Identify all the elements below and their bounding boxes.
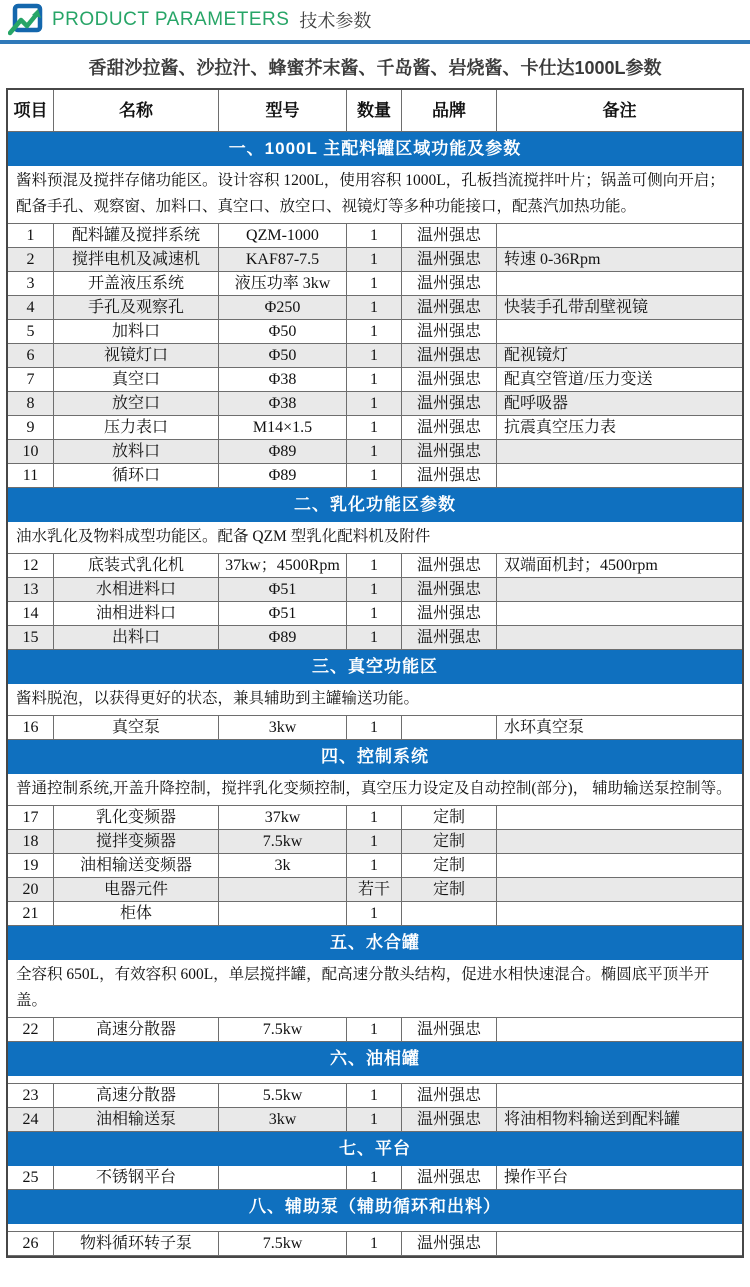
cell-name: 手孔及观察孔 [54,296,219,319]
cell-quantity: 1 [347,248,402,271]
cell-quantity: 1 [347,902,402,925]
cell-brand: 温州强忠 [402,344,497,367]
cell-quantity: 1 [347,416,402,439]
parameters-table [6,88,744,1258]
cell-model [219,1166,347,1189]
cell-name: 搅拌电机及减速机 [54,248,219,271]
cell-quantity: 1 [347,368,402,391]
cell-quantity: 1 [347,344,402,367]
cell-item-no: 22 [8,1018,54,1041]
cell-model: Φ89 [219,440,347,463]
cell-model: Φ51 [219,578,347,601]
cell-name: 循环口 [54,464,219,487]
cell-item-no: 26 [8,1232,54,1255]
table-row [8,296,742,320]
trend-chart-icon [8,3,44,37]
cell-item-no: 25 [8,1166,54,1189]
cell-name: 底装式乳化机 [54,554,219,577]
cell-name: 油相输送泵 [54,1108,219,1131]
cell-item-no: 24 [8,1108,54,1131]
cell-remark: 转速 0-36Rpm [504,251,601,268]
table-row [8,902,742,926]
cell-remark [497,830,742,853]
cell-item-no: 21 [8,902,54,925]
cell-model: Φ51 [219,602,347,625]
cell-name: 压力表口 [54,416,219,439]
cell-quantity: 1 [347,854,402,877]
cell-model [219,902,347,925]
cell-brand: 定制 [402,854,497,877]
cell-brand: 温州强忠 [402,248,497,271]
cell-model: 5.5kw [219,1084,347,1107]
cell-name: 油相进料口 [54,602,219,625]
cell-remark [497,320,742,343]
cell-quantity: 1 [347,296,402,319]
cell-brand: 定制 [402,806,497,829]
table-row [8,320,742,344]
cell-brand: 温州强忠 [402,1166,497,1189]
cell-item-no: 14 [8,602,54,625]
cell-model: Φ50 [219,320,347,343]
cell-remark: 抗震真空压力表 [504,419,617,436]
table-row [8,1108,742,1132]
table-row [8,416,742,440]
cell-brand: 温州强忠 [402,464,497,487]
section-heading: 五、水合罐 [8,926,742,960]
cell-brand: 温州强忠 [402,578,497,601]
cell-item-no: 4 [8,296,54,319]
table-row [8,626,742,650]
cell-model: Φ250 [219,296,347,319]
cell-remark [497,272,742,295]
section-description: 全容积 650L，有效容积 600L，单层搅拌罐，配高速分散头结构，促进水相快速混合。椭圆底平顶半开盖。 [8,960,742,1018]
column-header-model: 型号 [219,90,347,131]
cell-name: 乳化变频器 [54,806,219,829]
cell-item-no: 19 [8,854,54,877]
cell-remark [497,1084,742,1107]
cell-item-no: 8 [8,392,54,415]
cell-brand: 定制 [402,830,497,853]
cell-item-no: 17 [8,806,54,829]
cell-remark [497,1232,742,1255]
cell-name: 放空口 [54,392,219,415]
cell-item-no: 23 [8,1084,54,1107]
cell-remark [497,854,742,877]
cell-quantity: 1 [347,1018,402,1041]
cell-name: 不锈钢平台 [54,1166,219,1189]
cell-name: 配料罐及搅拌系统 [54,224,219,247]
cell-remark: 双端面机封；4500rpm [504,557,658,574]
cell-item-no: 1 [8,224,54,247]
table-row [8,344,742,368]
table-row [8,806,742,830]
cell-quantity: 1 [347,440,402,463]
cell-quantity: 1 [347,626,402,649]
cell-quantity: 1 [347,272,402,295]
section-description: 油水乳化及物料成型功能区。配备 QZM 型乳化配料机及附件 [8,522,742,554]
cell-name: 加料口 [54,320,219,343]
table-row [8,1232,742,1256]
cell-name: 高速分散器 [54,1084,219,1107]
section-description [8,1076,742,1084]
cell-item-no: 20 [8,878,54,901]
cell-item-no: 3 [8,272,54,295]
column-header-item-no: 项目 [8,90,54,131]
cell-quantity: 1 [347,554,402,577]
column-header-remark: 备注 [497,90,742,131]
cell-model: Φ38 [219,392,347,415]
cell-name: 放料口 [54,440,219,463]
cell-name: 出料口 [54,626,219,649]
cell-quantity: 1 [347,320,402,343]
cell-quantity: 1 [347,1232,402,1255]
table-row [8,602,742,626]
table-row [8,272,742,296]
cell-item-no: 18 [8,830,54,853]
cell-model: 液压功率 3kw [219,272,347,295]
cell-brand: 温州强忠 [402,1108,497,1131]
cell-brand: 温州强忠 [402,320,497,343]
cell-remark [497,464,742,487]
cell-remark: 将油相物料输送到配料罐 [504,1111,681,1128]
header-title-en: PRODUCT PARAMETERS [52,9,290,30]
cell-quantity: 1 [347,578,402,601]
section-heading: 六、油相罐 [8,1042,742,1076]
table-row [8,854,742,878]
cell-remark [497,578,742,601]
cell-brand: 温州强忠 [402,296,497,319]
cell-item-no: 6 [8,344,54,367]
section-heading: 八、辅助泵（辅助循环和出料） [8,1190,742,1224]
table-row [8,224,742,248]
cell-item-no: 11 [8,464,54,487]
product-title: 香甜沙拉酱、沙拉汁、蜂蜜芥末酱、千岛酱、岩烧酱、卡仕达1000L参数 [88,58,662,78]
cell-brand: 温州强忠 [402,224,497,247]
cell-remark: 水环真空泵 [504,719,585,736]
cell-remark [497,224,742,247]
cell-name: 油相输送变频器 [54,854,219,877]
table-row [8,1084,742,1108]
section-heading: 四、控制系统 [8,740,742,774]
cell-model: KAF87-7.5 [219,248,347,271]
table-header-row [8,90,742,132]
section-description [8,1224,742,1232]
cell-quantity: 若干 [347,878,402,901]
cell-model: Φ89 [219,464,347,487]
cell-model: Φ89 [219,626,347,649]
section-heading: 三、真空功能区 [8,650,742,684]
cell-brand: 温州强忠 [402,626,497,649]
cell-brand: 定制 [402,878,497,901]
table-row [8,554,742,578]
cell-quantity: 1 [347,602,402,625]
cell-model: 7.5kw [219,1232,347,1255]
cell-name: 视镜灯口 [54,344,219,367]
cell-name: 开盖液压系统 [54,272,219,295]
cell-remark: 快装手孔带刮壁视镜 [504,299,649,316]
cell-remark: 配真空管道/压力变送 [504,371,653,388]
cell-brand: 温州强忠 [402,1018,497,1041]
cell-brand: 温州强忠 [402,554,497,577]
cell-item-no: 9 [8,416,54,439]
cell-brand [402,902,497,925]
table-row [8,878,742,902]
cell-model: Φ50 [219,344,347,367]
column-header-name: 名称 [54,90,219,131]
cell-brand: 温州强忠 [402,416,497,439]
section-description: 普通控制系统,开盖升降控制，搅拌乳化变频控制，真空压力设定及自动控制(部分)， 辅助输送泵控制等。 [8,774,742,806]
cell-model: 7.5kw [219,1018,347,1041]
cell-item-no: 15 [8,626,54,649]
cell-quantity: 1 [347,392,402,415]
cell-name: 真空泵 [54,716,219,739]
cell-item-no: 16 [8,716,54,739]
cell-item-no: 5 [8,320,54,343]
cell-name: 柜体 [54,902,219,925]
cell-name: 搅拌变频器 [54,830,219,853]
brand-header [0,0,750,40]
cell-remark [497,806,742,829]
cell-quantity: 1 [347,224,402,247]
cell-remark: 配视镜灯 [504,347,569,364]
cell-brand: 温州强忠 [402,392,497,415]
cell-model: 3kw [219,716,347,739]
cell-model: Φ38 [219,368,347,391]
table-row [8,248,742,272]
cell-quantity: 1 [347,464,402,487]
cell-model [219,878,347,901]
header-divider [0,40,750,44]
cell-model: 3k [219,854,347,877]
section-heading: 一、1000L 主配料罐区域功能及参数 [8,132,742,166]
cell-item-no: 7 [8,368,54,391]
cell-remark [497,440,742,463]
cell-remark [497,626,742,649]
column-header-brand: 品牌 [402,90,497,131]
cell-remark [497,602,742,625]
table-row [8,578,742,602]
cell-remark [497,1018,742,1041]
section-heading: 七、平台 [8,1132,742,1166]
cell-item-no: 10 [8,440,54,463]
table-row [8,830,742,854]
cell-remark: 操作平台 [504,1169,569,1186]
cell-quantity: 1 [347,1166,402,1189]
cell-model: QZM-1000 [219,224,347,247]
cell-brand: 温州强忠 [402,272,497,295]
section-description: 酱料脱泡，以获得更好的状态，兼具辅助到主罐输送功能。 [8,684,742,716]
cell-item-no: 12 [8,554,54,577]
cell-quantity: 1 [347,1084,402,1107]
cell-brand: 温州强忠 [402,440,497,463]
cell-model: 37kw [219,806,347,829]
cell-name: 电器元件 [54,878,219,901]
cell-name: 物料循环转子泵 [54,1232,219,1255]
cell-remark: 配呼吸器 [504,395,569,412]
cell-model: 3kw [219,1108,347,1131]
table-row [8,464,742,488]
column-header-quantity: 数量 [347,90,402,131]
cell-quantity: 1 [347,716,402,739]
cell-item-no: 13 [8,578,54,601]
cell-quantity: 1 [347,830,402,853]
table-row [8,716,742,740]
cell-brand: 温州强忠 [402,1084,497,1107]
cell-remark [497,902,742,925]
cell-remark [497,878,742,901]
header-title-zh: 技术参数 [299,11,372,31]
table-row [8,1166,742,1190]
table-row [8,440,742,464]
cell-brand: 温州强忠 [402,1232,497,1255]
section-heading: 二、乳化功能区参数 [8,488,742,522]
table-row [8,392,742,416]
cell-brand: 温州强忠 [402,368,497,391]
cell-model: 7.5kw [219,830,347,853]
cell-name: 水相进料口 [54,578,219,601]
cell-model: 37kw；4500Rpm [219,554,347,577]
cell-brand: 温州强忠 [402,602,497,625]
section-description: 酱料预混及搅拌存储功能区。设计容积 1200L，使用容积 1000L，孔板挡流搅拌叶片；锅盖可侧向开启；配备手孔、观察窗、加料口、真空口、放空口、视镜灯等多种功能接口，配蒸汽加热功能。 [8,166,742,224]
table-row [8,368,742,392]
table-row [8,1018,742,1042]
cell-brand [402,716,497,739]
cell-name: 真空口 [54,368,219,391]
cell-quantity: 1 [347,1108,402,1131]
cell-name: 高速分散器 [54,1018,219,1041]
cell-item-no: 2 [8,248,54,271]
cell-model: M14×1.5 [219,416,347,439]
cell-quantity: 1 [347,806,402,829]
